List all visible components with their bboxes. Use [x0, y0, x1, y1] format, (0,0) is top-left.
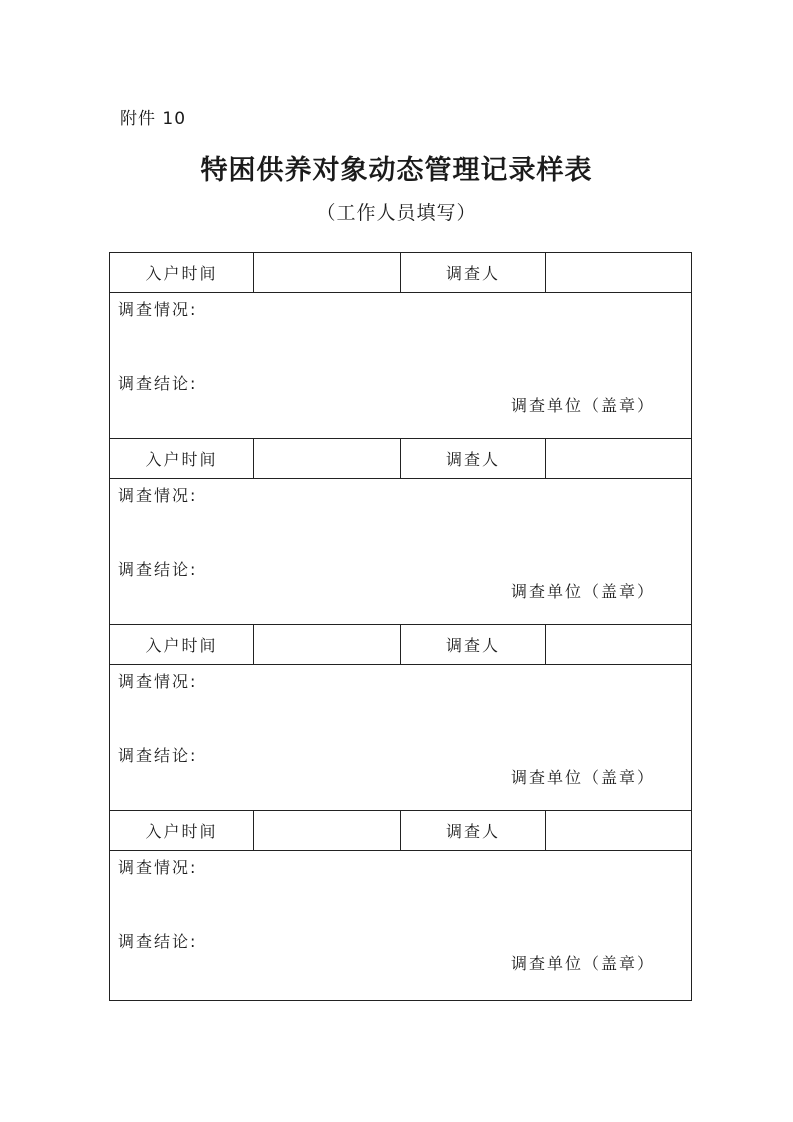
investigator-label: 调查人	[401, 439, 546, 478]
record-form-table	[109, 252, 692, 1001]
investigator-field[interactable]	[546, 439, 691, 478]
page-title: 特困供养对象动态管理记录样表	[200, 155, 593, 186]
record-block	[110, 438, 691, 624]
investigation-notes-area[interactable]	[110, 293, 691, 437]
investigator-field[interactable]	[546, 811, 691, 850]
investigator-label: 调查人	[401, 625, 546, 664]
investigator-field[interactable]	[546, 625, 691, 664]
visit-time-field[interactable]	[254, 439, 401, 478]
visit-time-label: 入户时间	[110, 253, 254, 292]
record-header-row	[110, 253, 691, 293]
stamp-label: 调查单位（盖章）	[510, 396, 655, 415]
visit-time-label: 入户时间	[110, 439, 254, 478]
stamp-label: 调查单位（盖章）	[510, 582, 655, 601]
visit-time-field[interactable]	[254, 253, 401, 292]
record-block	[110, 624, 691, 810]
stamp-label: 调查单位（盖章）	[510, 954, 655, 973]
situation-label: 调查情况:	[118, 672, 198, 691]
record-block	[110, 253, 691, 438]
record-header-row	[110, 811, 691, 851]
page-subtitle: （工作人员填写）	[316, 202, 477, 224]
situation-label: 调查情况:	[118, 486, 198, 505]
conclusion-label: 调查结论:	[118, 932, 198, 951]
investigator-label: 调查人	[401, 811, 546, 850]
conclusion-label: 调查结论:	[118, 374, 198, 393]
conclusion-label: 调查结论:	[118, 746, 198, 765]
investigator-field[interactable]	[546, 253, 691, 292]
visit-time-label: 入户时间	[110, 811, 254, 850]
stamp-label: 调查单位（盖章）	[510, 768, 655, 787]
situation-label: 调查情况:	[118, 300, 198, 319]
record-block	[110, 810, 691, 1000]
visit-time-field[interactable]	[254, 811, 401, 850]
investigation-notes-area[interactable]	[110, 851, 691, 995]
record-header-row	[110, 625, 691, 665]
investigation-notes-area[interactable]	[110, 665, 691, 809]
record-header-row	[110, 439, 691, 479]
attachment-label: 附件 10	[120, 109, 187, 129]
visit-time-field[interactable]	[254, 625, 401, 664]
conclusion-label: 调查结论:	[118, 560, 198, 579]
investigation-notes-area[interactable]	[110, 479, 691, 623]
visit-time-label: 入户时间	[110, 625, 254, 664]
investigator-label: 调查人	[401, 253, 546, 292]
situation-label: 调查情况:	[118, 858, 198, 877]
